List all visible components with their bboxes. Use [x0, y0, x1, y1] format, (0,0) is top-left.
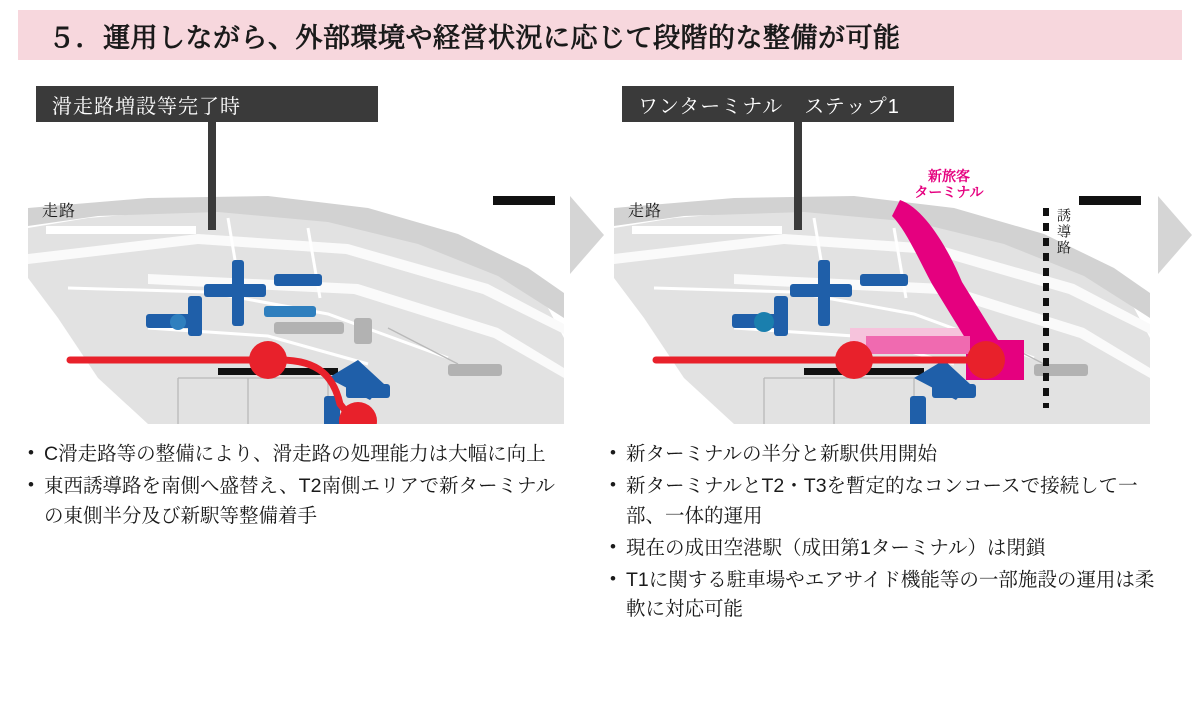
panel-left-header: 滑走路増設等完了時 — [36, 86, 378, 122]
bullet-dot-icon: • — [610, 536, 616, 556]
bullet-dot-icon: • — [28, 443, 34, 462]
list-item — [600, 534, 1170, 563]
bullet-text: 新ターミナルの半分と新駅供用開始 — [626, 443, 938, 465]
list-item — [18, 472, 566, 531]
diagram-panel-right — [614, 78, 1150, 424]
bullet-dot-icon: • — [28, 475, 34, 495]
flow-arrow-1-icon — [570, 196, 604, 274]
list-item — [600, 472, 1170, 531]
bullet-list-left — [18, 440, 566, 534]
map-label-new-terminal-line2: ターミナル — [914, 184, 984, 201]
bullet-text: T1に関する駐車場やエアサイド機能等の一部施設の運用は柔軟に対応可能 — [626, 569, 1155, 621]
bullet-text: C滑走路等の整備により、滑走路の処理能力は大幅に向上 — [44, 443, 546, 465]
map-label-new-terminal-line1: 新旅客 — [928, 168, 970, 184]
panel-right-header: ワンターミナル ステップ1 — [622, 86, 954, 122]
airport-map-left — [28, 78, 564, 424]
bullet-dot-icon: • — [610, 569, 616, 588]
diagram-panel-left — [28, 78, 564, 424]
bullet-dot-icon: • — [610, 443, 616, 462]
map-label-taxiway-right: 走路 — [628, 203, 663, 220]
bullet-text: 現在の成田空港駅（成田第1ターミナル）は閉鎖 — [626, 536, 1046, 559]
bullet-list-right — [600, 440, 1170, 628]
bullet-text: 新ターミナルとT2・T3を暫定的なコンコースで接続して一部、一体的運用 — [626, 475, 1138, 527]
page-title: ５．運用しながら、外部環境や経営状況に応じて段階的な整備が可能 — [48, 22, 901, 53]
bullet-text: 東西誘導路を南側へ盛替え、T2南側エリアで新ターミナルの東側半分及び新駅等整備着手 — [44, 475, 556, 527]
flow-arrow-2-icon — [1158, 196, 1192, 274]
list-item — [600, 440, 1170, 469]
map-label-vertical-taxiway: 誘導路 — [1056, 208, 1072, 256]
list-item — [18, 440, 566, 469]
slide-title-banner — [18, 10, 1182, 60]
bullet-dot-icon: • — [610, 475, 616, 495]
list-item — [600, 566, 1170, 625]
map-label-taxiway-left: 走路 — [42, 203, 77, 220]
